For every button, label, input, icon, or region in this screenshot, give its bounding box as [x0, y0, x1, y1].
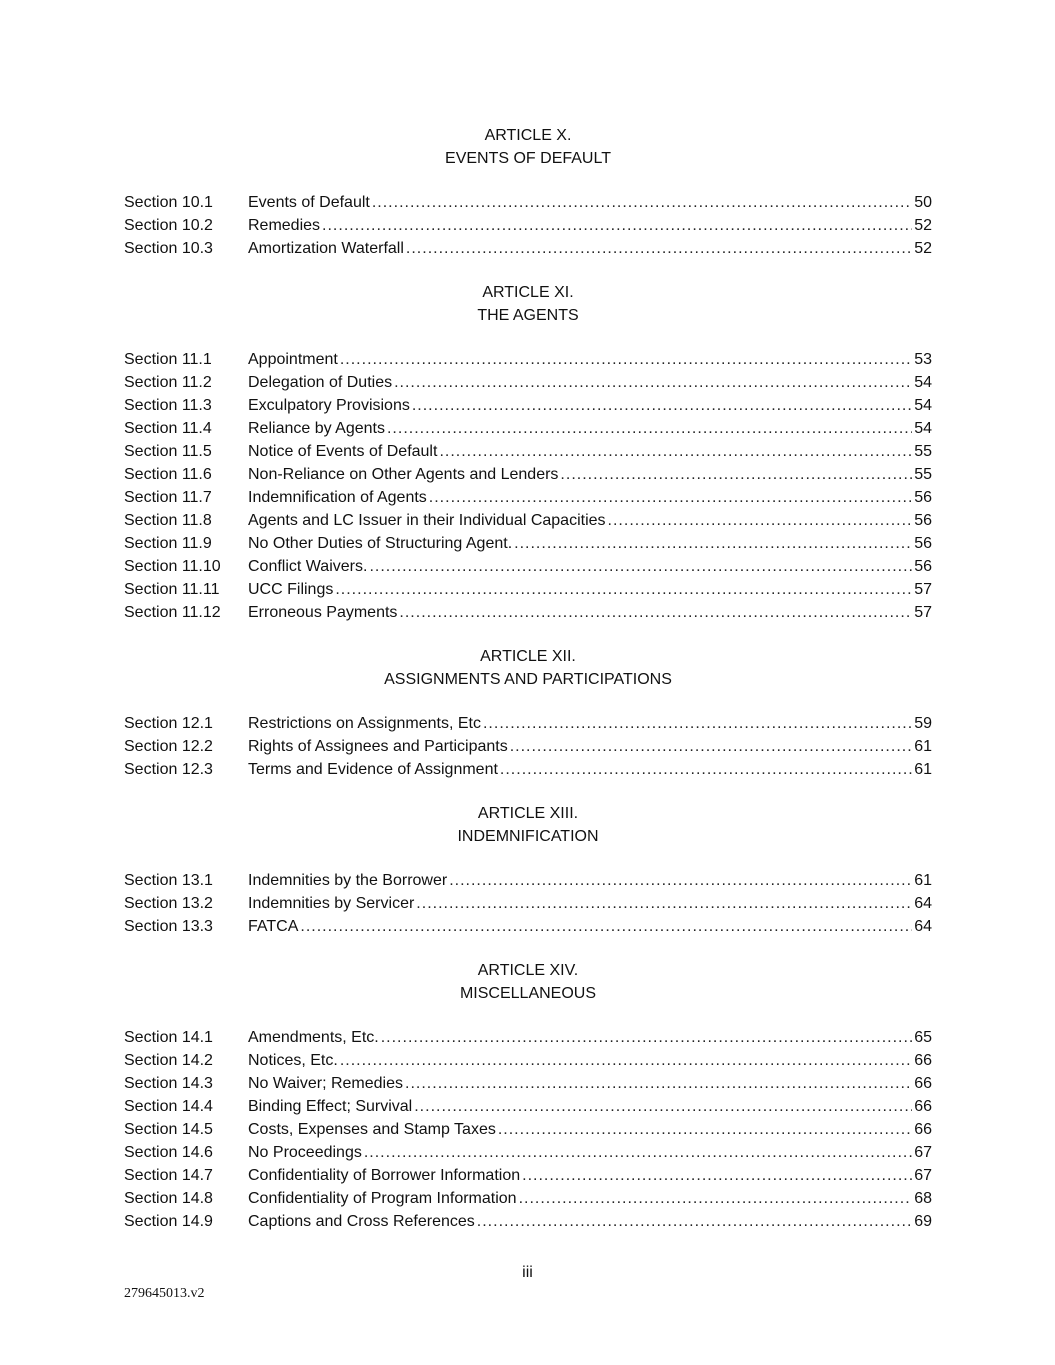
dot-leader [483, 712, 912, 735]
dot-leader [522, 1164, 912, 1187]
table-of-contents [124, 124, 932, 1254]
page-ref: 69 [914, 1213, 932, 1230]
section-title: Remedies [248, 217, 321, 234]
section-title: Notices, Etc. [248, 1052, 338, 1069]
page-ref: 57 [914, 581, 932, 598]
section-number: Section 14.6 [124, 1144, 213, 1161]
section-title: Rights of Assignees and Participants [248, 738, 508, 755]
section-title: Confidentiality of Program Information [248, 1190, 517, 1207]
section-number: Section 11.3 [124, 397, 212, 414]
page-ref: 65 [914, 1029, 932, 1046]
section-number: Section 11.9 [124, 535, 212, 552]
toc-entry[interactable] [124, 555, 932, 578]
section-title: UCC Filings [248, 581, 334, 598]
section-title: Indemnities by Servicer [248, 895, 415, 912]
section-number: Section 14.1 [124, 1029, 213, 1046]
section-number: Section 14.2 [124, 1052, 213, 1069]
section-number: Section 10.2 [124, 217, 213, 234]
section-number: Section 13.1 [124, 872, 213, 889]
toc-entry[interactable] [124, 892, 932, 915]
dot-leader [510, 735, 913, 758]
article-name: INDEMNIFICATION [457, 828, 599, 845]
section-number: Section 13.2 [124, 895, 213, 912]
section-number: Section 11.2 [124, 374, 212, 391]
dot-leader [514, 532, 912, 555]
toc-entry[interactable] [124, 712, 932, 735]
page-ref: 67 [914, 1167, 932, 1184]
dot-leader [416, 892, 912, 915]
article-name: EVENTS OF DEFAULT [445, 150, 611, 167]
page-ref: 66 [914, 1098, 932, 1115]
article-name: MISCELLANEOUS [459, 985, 597, 1002]
toc-entry[interactable] [124, 869, 932, 892]
dot-leader [387, 417, 912, 440]
dot-leader [519, 1187, 913, 1210]
page-ref: 68 [914, 1190, 932, 1207]
section-title: Events of Default [248, 194, 370, 211]
dot-leader [335, 578, 912, 601]
section-title: Restrictions on Assignments, Etc [248, 715, 481, 732]
section-number: Section 11.7 [124, 489, 212, 506]
page-ref: 53 [914, 351, 932, 368]
dot-leader [322, 214, 912, 237]
toc-entry[interactable] [124, 578, 932, 601]
section-title: Binding Effect; Survival [248, 1098, 413, 1115]
dot-leader [560, 463, 912, 486]
page-ref: 57 [914, 604, 932, 621]
section-title: Captions and Cross References [248, 1213, 475, 1230]
article-block [124, 645, 932, 781]
toc-entry[interactable] [124, 417, 932, 440]
section-title: Exculpatory Provisions [248, 397, 410, 414]
section-number: Section 14.9 [124, 1213, 213, 1230]
toc-entry[interactable] [124, 1095, 932, 1118]
page-ref: 55 [914, 466, 932, 483]
section-number: Section 11.11 [124, 581, 220, 598]
dot-leader [300, 915, 912, 938]
page-ref: 55 [914, 443, 932, 460]
section-number: Section 11.12 [124, 604, 221, 621]
section-title: Confidentiality of Borrower Information [248, 1167, 521, 1184]
section-title: Erroneous Payments [248, 604, 398, 621]
section-title: FATCA [248, 918, 299, 935]
toc-entry[interactable] [124, 1049, 932, 1072]
page-ref: 56 [914, 489, 932, 506]
article-block [124, 959, 932, 1233]
section-number: Section 13.3 [124, 918, 213, 935]
toc-entry[interactable] [124, 486, 932, 509]
toc-entry[interactable] [124, 371, 932, 394]
page-ref: 66 [914, 1075, 932, 1092]
section-number: Section 10.3 [124, 240, 213, 257]
section-title: Notice of Events of Default [248, 443, 438, 460]
page-ref: 66 [914, 1052, 932, 1069]
page-ref: 61 [914, 738, 932, 755]
page-ref: 61 [914, 761, 932, 778]
section-number: Section 14.5 [124, 1121, 213, 1138]
page-ref: 54 [914, 374, 932, 391]
page-ref: 56 [914, 535, 932, 552]
dot-leader [394, 371, 912, 394]
dot-leader [406, 237, 912, 260]
section-title: Amendments, Etc. [248, 1029, 379, 1046]
toc-entry[interactable] [124, 1187, 932, 1210]
toc-entry[interactable] [124, 237, 932, 260]
dot-leader [364, 1141, 912, 1164]
toc-entry[interactable] [124, 1164, 932, 1187]
toc-entry[interactable] [124, 394, 932, 417]
page-ref: 59 [914, 715, 932, 732]
section-number: Section 11.1 [124, 351, 212, 368]
section-title: Appointment [248, 351, 338, 368]
page-ref: 61 [914, 872, 932, 889]
section-title: No Waiver; Remedies [248, 1075, 404, 1092]
section-title: Reliance by Agents [248, 420, 385, 437]
page-ref: 64 [914, 918, 932, 935]
dot-leader [372, 191, 912, 214]
dot-leader [449, 869, 912, 892]
article-name: ASSIGNMENTS AND PARTICIPATIONS [384, 671, 672, 688]
section-number: Section 11.6 [124, 466, 212, 483]
dot-leader [429, 486, 912, 509]
dot-leader [414, 1095, 912, 1118]
dot-leader [340, 1049, 912, 1072]
section-number: Section 12.1 [124, 715, 213, 732]
toc-entry[interactable] [124, 1141, 932, 1164]
toc-entry[interactable] [124, 532, 932, 555]
section-title: Indemnities by the Borrower [248, 872, 448, 889]
toc-entry[interactable] [124, 1210, 932, 1233]
toc-entry[interactable] [124, 463, 932, 486]
page-ref: 54 [914, 397, 932, 414]
article-label: ARTICLE XI. [482, 284, 574, 301]
section-number: Section 11.8 [124, 512, 212, 529]
section-number: Section 10.1 [124, 194, 213, 211]
dot-leader [381, 1026, 912, 1049]
article-label: ARTICLE X. [484, 127, 572, 144]
dot-leader [369, 555, 912, 578]
section-title: Indemnification of Agents [248, 489, 427, 506]
article-block [124, 802, 932, 938]
section-number: Section 11.5 [124, 443, 212, 460]
article-block [124, 124, 932, 260]
section-number: Section 14.3 [124, 1075, 213, 1092]
toc-entry[interactable] [124, 214, 932, 237]
page-ref: 50 [914, 194, 932, 211]
page-ref: 64 [914, 895, 932, 912]
dot-leader [405, 1072, 912, 1095]
article-name: THE AGENTS [477, 307, 579, 324]
toc-entry[interactable] [124, 1026, 932, 1049]
section-title: Delegation of Duties [248, 374, 393, 391]
section-title: Amortization Waterfall [248, 240, 404, 257]
section-number: Section 12.2 [124, 738, 213, 755]
dot-leader [498, 1118, 912, 1141]
page-ref: 52 [914, 217, 932, 234]
section-title: No Proceedings [248, 1144, 362, 1161]
page-ref: 67 [914, 1144, 932, 1161]
section-title: Conflict Waivers. [248, 558, 368, 575]
section-title: Non-Reliance on Other Agents and Lenders [248, 466, 559, 483]
dot-leader [439, 440, 912, 463]
article-label: ARTICLE XIV. [477, 962, 579, 979]
page-number: iii [522, 1264, 533, 1281]
dot-leader [477, 1210, 912, 1233]
page-ref: 52 [914, 240, 932, 257]
page-ref: 56 [914, 512, 932, 529]
dot-leader [340, 348, 912, 371]
toc-entry[interactable] [124, 601, 932, 624]
toc-entry[interactable] [124, 1118, 932, 1141]
section-title: Terms and Evidence of Assignment [248, 761, 498, 778]
document-id: 279645013.v2 [124, 1286, 205, 1301]
toc-entry[interactable] [124, 915, 932, 938]
section-title: No Other Duties of Structuring Agent. [248, 535, 513, 552]
section-number: Section 14.8 [124, 1190, 213, 1207]
dot-leader [500, 758, 912, 781]
article-label: ARTICLE XIII. [477, 805, 579, 822]
dot-leader [608, 509, 913, 532]
page-ref: 54 [914, 420, 932, 437]
toc-entry[interactable] [124, 191, 932, 214]
page-ref: 56 [914, 558, 932, 575]
section-title: Agents and LC Issuer in their Individual Capacities [248, 512, 606, 529]
section-number: Section 12.3 [124, 761, 213, 778]
toc-entry[interactable] [124, 1072, 932, 1095]
toc-entry[interactable] [124, 440, 932, 463]
toc-entry[interactable] [124, 758, 932, 781]
section-number: Section 11.10 [124, 558, 221, 575]
article-label: ARTICLE XII. [480, 648, 576, 665]
dot-leader [412, 394, 912, 417]
toc-entry[interactable] [124, 509, 932, 532]
section-number: Section 11.4 [124, 420, 212, 437]
toc-entry[interactable] [124, 735, 932, 758]
toc-entry[interactable] [124, 348, 932, 371]
dot-leader [399, 601, 912, 624]
section-number: Section 14.4 [124, 1098, 213, 1115]
article-block [124, 281, 932, 624]
page-ref: 66 [914, 1121, 932, 1138]
section-title: Costs, Expenses and Stamp Taxes [248, 1121, 496, 1138]
section-number: Section 14.7 [124, 1167, 213, 1184]
